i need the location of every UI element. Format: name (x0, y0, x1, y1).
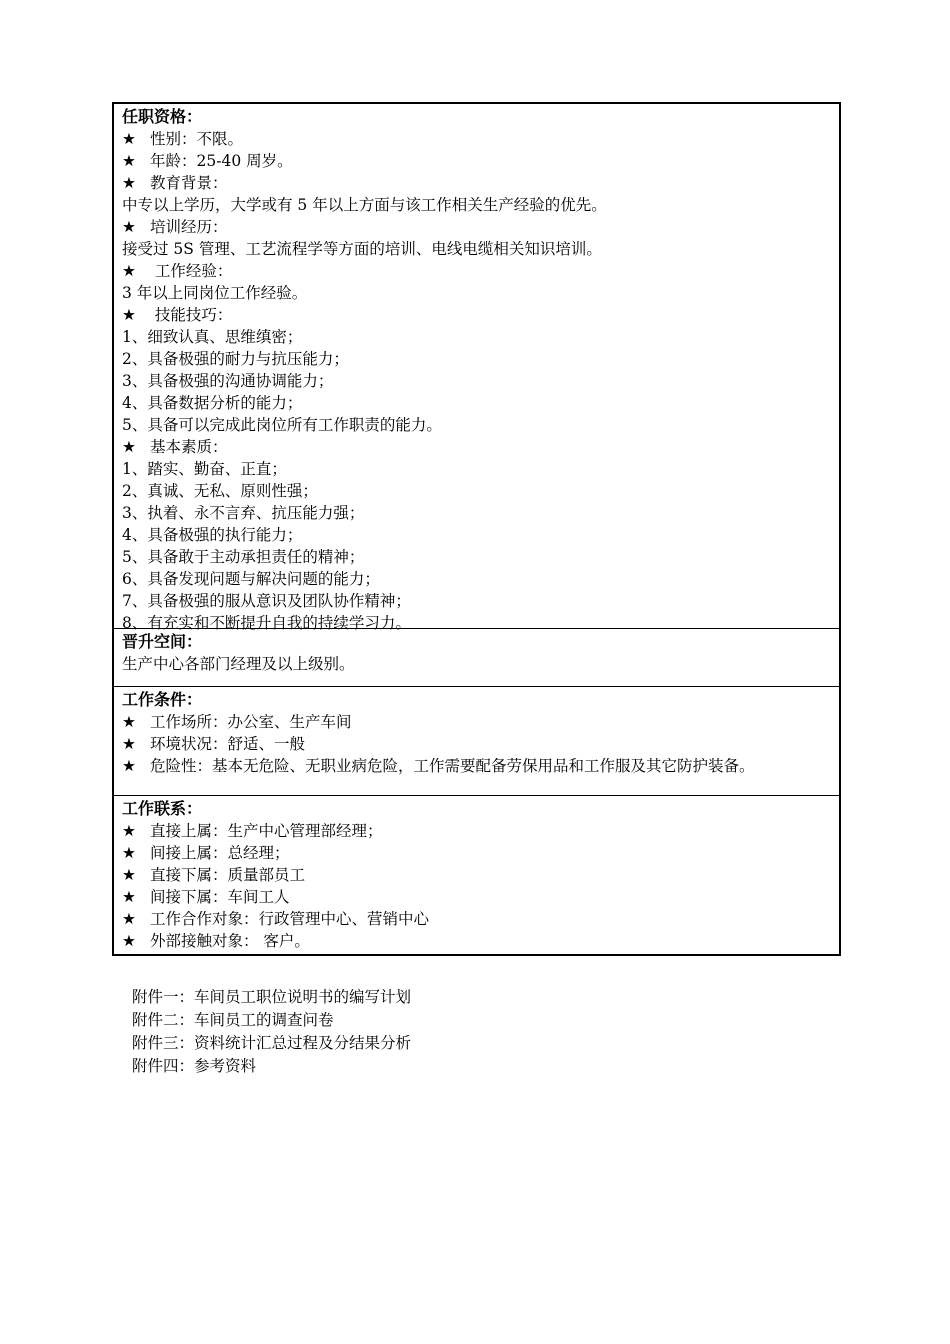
qualifications-list (122, 128, 831, 634)
qualifications-line-text: 工作经验： (150, 262, 233, 280)
star-icon: ★ (122, 866, 136, 884)
attachment-item: 附件二：车间员工的调查问卷 (132, 1011, 334, 1029)
qualifications-line (122, 370, 831, 392)
qualifications-line (122, 194, 831, 216)
qualifications-line-text: 年龄：25-40 周岁。 (150, 152, 293, 170)
qualifications-line-text: 接受过 5S 管理、工艺流程学等方面的培训、电线电缆相关知识培训。 (122, 240, 602, 258)
star-icon: ★ (122, 910, 136, 928)
qualifications-line (122, 304, 831, 326)
promotion-title: 晋升空间： (122, 632, 203, 651)
job-description-table (112, 102, 841, 956)
conditions-line-text: 工作场所：办公室、生产车间 (150, 713, 352, 731)
qualifications-line-text: 3 年以上同岗位工作经验。 (122, 284, 308, 302)
star-icon: ★ (122, 152, 136, 170)
qualifications-line (122, 128, 831, 150)
conditions-line (122, 711, 831, 733)
qualifications-line (122, 282, 831, 304)
star-icon: ★ (122, 306, 136, 324)
qualifications-section (114, 104, 839, 632)
qualifications-line (122, 546, 831, 568)
contacts-line (122, 930, 831, 952)
qualifications-line (122, 568, 831, 590)
qualifications-line-text: 1、细致认真、思维缜密； (122, 328, 303, 346)
attachment-item: 附件一：车间员工职位说明书的编写计划 (132, 988, 412, 1006)
promotion-section (114, 628, 839, 686)
qualifications-line (122, 480, 831, 502)
qualifications-line-text: 教育背景： (150, 174, 228, 192)
qualifications-title: 任职资格： (122, 107, 203, 126)
contacts-line (122, 820, 831, 842)
star-icon: ★ (122, 844, 136, 862)
conditions-line-text: 环境状况：舒适、一般 (150, 735, 306, 753)
qualifications-line (122, 326, 831, 348)
star-icon: ★ (122, 174, 136, 192)
contacts-line-text: 间接上属：总经理； (150, 844, 290, 862)
qualifications-line-text: 3、执着、永不言弃、抗压能力强； (122, 504, 365, 522)
qualifications-line-text: 中专以上学历，大学或有 5 年以上方面与该工作相关生产经验的优先。 (122, 196, 607, 214)
conditions-list (122, 711, 831, 777)
star-icon: ★ (122, 130, 136, 148)
qualifications-line-text: 7、具备极强的服从意识及团队协作精神； (122, 592, 411, 610)
contacts-line-text: 直接下属：质量部员工 (150, 866, 306, 884)
qualifications-line (122, 392, 831, 414)
contacts-line-text: 外部接触对象： 客户。 (150, 932, 310, 950)
qualifications-line-text: 8、有充实和不断提升自我的持续学习力。 (122, 614, 411, 632)
qualifications-line (122, 436, 831, 458)
star-icon: ★ (122, 438, 136, 456)
contacts-line (122, 908, 831, 930)
qualifications-line-text: 1、踏实、勤奋、正直； (122, 460, 287, 478)
attachment-item: 附件四：参考资料 (132, 1057, 257, 1075)
star-icon: ★ (122, 262, 136, 280)
star-icon: ★ (122, 757, 136, 775)
contacts-line (122, 842, 831, 864)
contacts-title: 工作联系： (122, 799, 203, 818)
qualifications-line-text: 5、具备敢于主动承担责任的精神； (122, 548, 365, 566)
conditions-title: 工作条件： (122, 690, 203, 709)
attachment-item: 附件三：资料统计汇总过程及分结果分析 (132, 1034, 412, 1052)
qualifications-line (122, 502, 831, 524)
star-icon: ★ (122, 713, 136, 731)
star-icon: ★ (122, 888, 136, 906)
contacts-line-text: 直接上属：生产中心管理部经理； (150, 822, 383, 840)
contacts-line-text: 工作合作对象：行政管理中心、营销中心 (150, 910, 430, 928)
star-icon: ★ (122, 735, 136, 753)
qualifications-line (122, 216, 831, 238)
promotion-text: 生产中心各部门经理及以上级别。 (122, 655, 355, 673)
qualifications-line-text: 技能技巧： (150, 306, 233, 324)
attachments-list (132, 986, 411, 1078)
qualifications-line-text: 基本素质： (150, 438, 228, 456)
qualifications-line-text: 培训经历： (150, 218, 228, 236)
qualifications-line (122, 458, 831, 480)
qualifications-line-text: 3、具备极强的沟通协调能力； (122, 372, 334, 390)
star-icon: ★ (122, 218, 136, 236)
conditions-section (114, 686, 839, 795)
contacts-line (122, 886, 831, 908)
qualifications-line (122, 150, 831, 172)
qualifications-line (122, 590, 831, 612)
qualifications-line-text: 5、具备可以完成此岗位所有工作职责的能力。 (122, 416, 442, 434)
qualifications-line (122, 348, 831, 370)
star-icon: ★ (122, 932, 136, 950)
qualifications-line (122, 414, 831, 436)
qualifications-line-text: 6、具备发现问题与解决问题的能力； (122, 570, 380, 588)
qualifications-line-text: 2、具备极强的耐力与抗压能力； (122, 350, 349, 368)
qualifications-line (122, 260, 831, 282)
conditions-line (122, 733, 831, 755)
qualifications-line-text: 4、具备极强的执行能力； (122, 526, 303, 544)
qualifications-line-text: 2、真诚、无私、原则性强； (122, 482, 318, 500)
contacts-line-text: 间接下属：车间工人 (150, 888, 290, 906)
conditions-line-text: 危险性：基本无危险、无职业病危险，工作需要配备劳保用品和工作服及其它防护装备。 (150, 757, 755, 775)
contacts-list (122, 820, 831, 952)
star-icon: ★ (122, 822, 136, 840)
qualifications-line (122, 172, 831, 194)
qualifications-line (122, 524, 831, 546)
contacts-section (114, 795, 839, 954)
qualifications-line-text: 4、具备数据分析的能力； (122, 394, 303, 412)
qualifications-line (122, 238, 831, 260)
conditions-line (122, 755, 831, 777)
qualifications-line-text: 性别：不限。 (150, 130, 244, 148)
contacts-line (122, 864, 831, 886)
